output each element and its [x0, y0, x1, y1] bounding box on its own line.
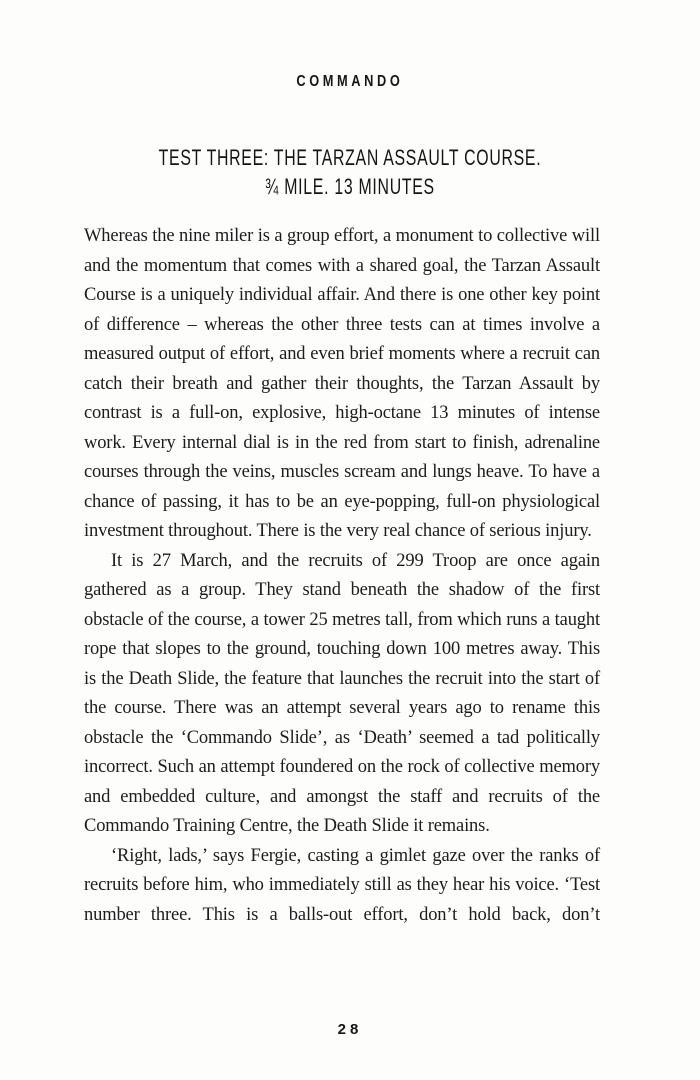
paragraph-3: ‘Right, lads,’ says Fergie, casting a gimlet gaze over the ranks of recruits before him, who immediately still as they hear his voice. ‘Test number three. This is a balls-out effort, don’t hold back, don’t: [84, 845, 600, 925]
page-number: 28: [337, 1021, 363, 1038]
running-header-text: COMMANDO: [296, 73, 404, 90]
paragraph-1: Whereas the nine miler is a group effort, a monument to collective will and the momentum that comes with a shared goal, the Tarzan Assault Course is a uniquely individual affair. And there is one other key point of difference – whereas the other three tests can at times involve a measured output of effort, and even brief moments where a recruit can catch their breath and gather their thoughts, the Tarzan Assault by contrast is a full-on, explosive, high-octane 13 minutes of intense work. Every internal dial is in the red from start to finish, adrenaline courses through the veins, muscles scream and lungs heave. To have a chance of passing, it has to be an eye-popping, full-on physiological investment throughout. There is the very real chance of serious injury.: [84, 226, 600, 541]
paragraph-2: It is 27 March, and the recruits of 299 Troop are once again gathered as a group. They stand beneath the shadow of the first obstacle of the course, a tower 25 metres tall, from which runs a taught rope that slopes to the ground, touching down 100 metres away. This is the Death Slide, the feature that launches the recruit into the start of the course. There was an attempt several years ago to rename this obstacle the ‘Commando Slide’, as ‘Death’ seemed a tad politically incorrect. Such an attempt foundered on the rock of collective memory and embedded culture, and amongst the staff and recruits of the Commando Training Centre, the Death Slide it remains.: [84, 550, 600, 836]
chapter-title: [0, 143, 700, 201]
chapter-title-line-1: TEST THREE: THE TARZAN ASSAULT COURSE.: [158, 145, 542, 170]
body-text: [84, 222, 600, 930]
chapter-title-line-2: ¾ MILE. 13 MINUTES: [265, 174, 435, 199]
running-header: [0, 73, 700, 90]
